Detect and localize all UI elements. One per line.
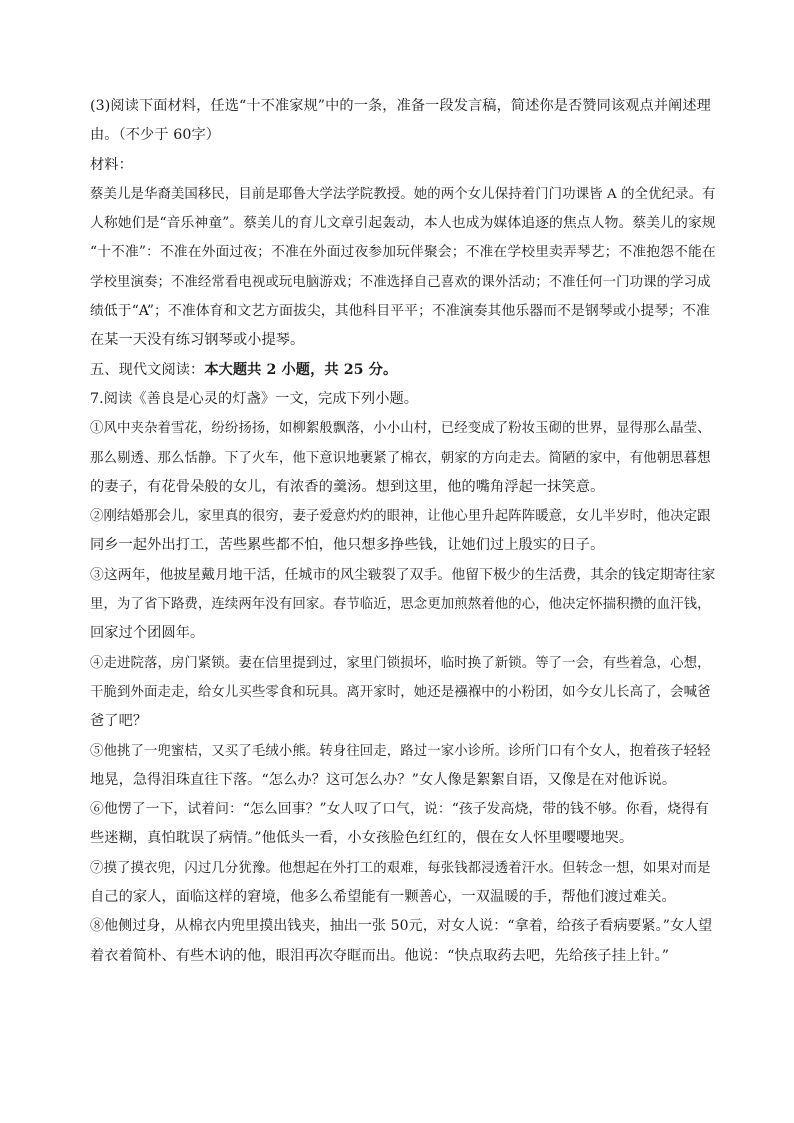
paragraph-line: ①风中夹杂着雪花，纷纷扬扬，如柳絮般飘落，小小山村，已经变成了粉妆玉砌的世界，显得那么晶莹、: [90, 421, 711, 437]
material-line-5: 绩低于“A”；不准体育和文艺方面拔尖，其他科目平平；不准演奏其他乐器而不是钢琴或小提琴；不准: [90, 303, 710, 320]
material-line-4: 学校里演奏；不准经常看电视或玩电脑游戏；不准选择自己喜欢的课外活动；不准任何一门功课的学习成: [90, 274, 711, 290]
paragraph-6: [90, 795, 716, 854]
paragraph-5: [90, 737, 716, 796]
material-label: 材料：: [90, 156, 133, 173]
material-line-6: 在某一天没有练习钢琴或小提琴。: [90, 332, 305, 349]
question-7: [90, 385, 716, 971]
paragraph-line: 些迷糊，真怕耽误了病情。”他低头一看，小女孩脸色红红的，偎在女人怀里嘤嘤地哭。: [90, 830, 634, 847]
paragraph-line: 爸了吧？: [90, 713, 148, 730]
paragraph-3: [90, 561, 716, 649]
paragraph-line: 同乡一起外出打工，苦些累些都不怕，他只想多挣些钱，让她们过上殷实的日子。: [90, 537, 605, 554]
section-5-heading: [90, 356, 716, 385]
paragraph-7: [90, 854, 716, 913]
paragraph-line: 干脆到外面走走，给女儿买些零食和玩具。离开家时，她还是襁褓中的小粉团，如今女儿长高了，会喊爸: [90, 684, 711, 700]
paragraph-line: ③这两年，他披星戴月地干活，任城市的风尘皲裂了双手。他留下极少的生活费，其余的钱定期寄往家: [90, 566, 716, 583]
paragraph-line: 着衣着简朴、有些木讷的他，眼泪再次夺眶而出。他说：“快点取药去吧，先给孩子挂上针。”: [90, 947, 670, 964]
paragraph-line: ⑦摸了摸衣兜，闪过几分犹豫。他想起在外打工的艰难，每张钱都浸透着汗水。但转念一想，如果对而是: [90, 860, 711, 876]
paragraph-line: ⑤他挑了一兜蜜桔，又买了毛绒小熊。转身往回走，路过一家小诊所。诊所门口有个女人，抱着孩子轻轻: [90, 743, 711, 759]
material-line-2: 人称她们是“音乐神童”。蔡美儿的育儿文章引起轰动，本人也成为媒体追逐的焦点人物。蔡美儿的家规: [90, 215, 716, 232]
paragraph-line: 回家过个团圆年。: [90, 625, 205, 642]
question-3: [90, 92, 716, 151]
paragraph-2: [90, 502, 716, 561]
section-5-detail: 本大题共 2 小题，共 25 分。: [204, 361, 398, 378]
question-3-line-2: 由。（不少于 60字）: [90, 127, 221, 144]
material-block: [90, 151, 716, 356]
material-line-3: “十不准”：不准在外面过夜；不准在外面过夜参加玩伴聚会；不准在学校里卖弄琴艺；不准抱怨不能在: [90, 244, 716, 261]
paragraph-line: 地晃，急得泪珠直往下落。“怎么办？这可怎么办？”女人像是絮絮自语，又像是在对他诉说。: [90, 771, 677, 788]
paragraph-line: ⑥他愣了一下，试着问：“怎么回事？”女人叹了口气，说：“孩子发高烧，带的钱不够。你看，烧得有: [90, 801, 710, 818]
paragraph-line: ④走进院落，房门紧锁。妻在信里提到过，家里门锁损坏，临时换了新锁。等了一会，有些着急，心想，: [90, 655, 711, 671]
question-7-intro: 7.阅读《善良是心灵的灯盏》一文，完成下列小题。: [90, 390, 419, 407]
paragraph-line: 自己的家人，面临这样的窘境，他多么希望能有一颗善心，一双温暖的手，帮他们渡过难关。: [90, 889, 676, 906]
paragraph-4: [90, 649, 716, 737]
paragraph-1: [90, 414, 716, 502]
paragraph-line: 的妻子，有花骨朵般的女儿，有浓香的羹汤。想到这里，他的嘴角浮起一抹笑意。: [90, 478, 605, 495]
document-page: [90, 92, 716, 971]
paragraph-8: [90, 912, 716, 971]
paragraph-line: ②刚结婚那会儿，家里真的很穷，妻子爱意灼灼的眼神，让他心里升起阵阵暖意，女儿半岁时，他决定跟: [90, 509, 711, 525]
question-3-line-1: (3)阅读下面材料，任选“十不准家规”中的一条，准备一段发言稿，简述你是否赞同该观点并阐述理: [90, 98, 711, 114]
paragraph-line: 那么剔透、那么恬静。下了火车，他下意识地裹紧了棉衣，朝家的方向走去。简陋的家中，有他朝思暮想: [90, 450, 711, 466]
paragraph-line: ⑧他侧过身，从棉衣内兜里摸出钱夹，抽出一张 50元，对女人说：“拿着，给孩子看病要紧。”女人望: [90, 918, 713, 935]
material-line-1: 蔡美儿是华裔美国移民，目前是耶鲁大学法学院教授。她的两个女儿保持着门门功课皆 A 的全优纪录。有: [90, 186, 716, 202]
paragraph-line: 里，为了省下路费，连续两年没有回家。春节临近，思念更加煎熬着他的心，他决定怀揣积攒的血汗钱，: [90, 597, 711, 613]
section-5-prefix: 五、现代文阅读：: [90, 361, 205, 378]
